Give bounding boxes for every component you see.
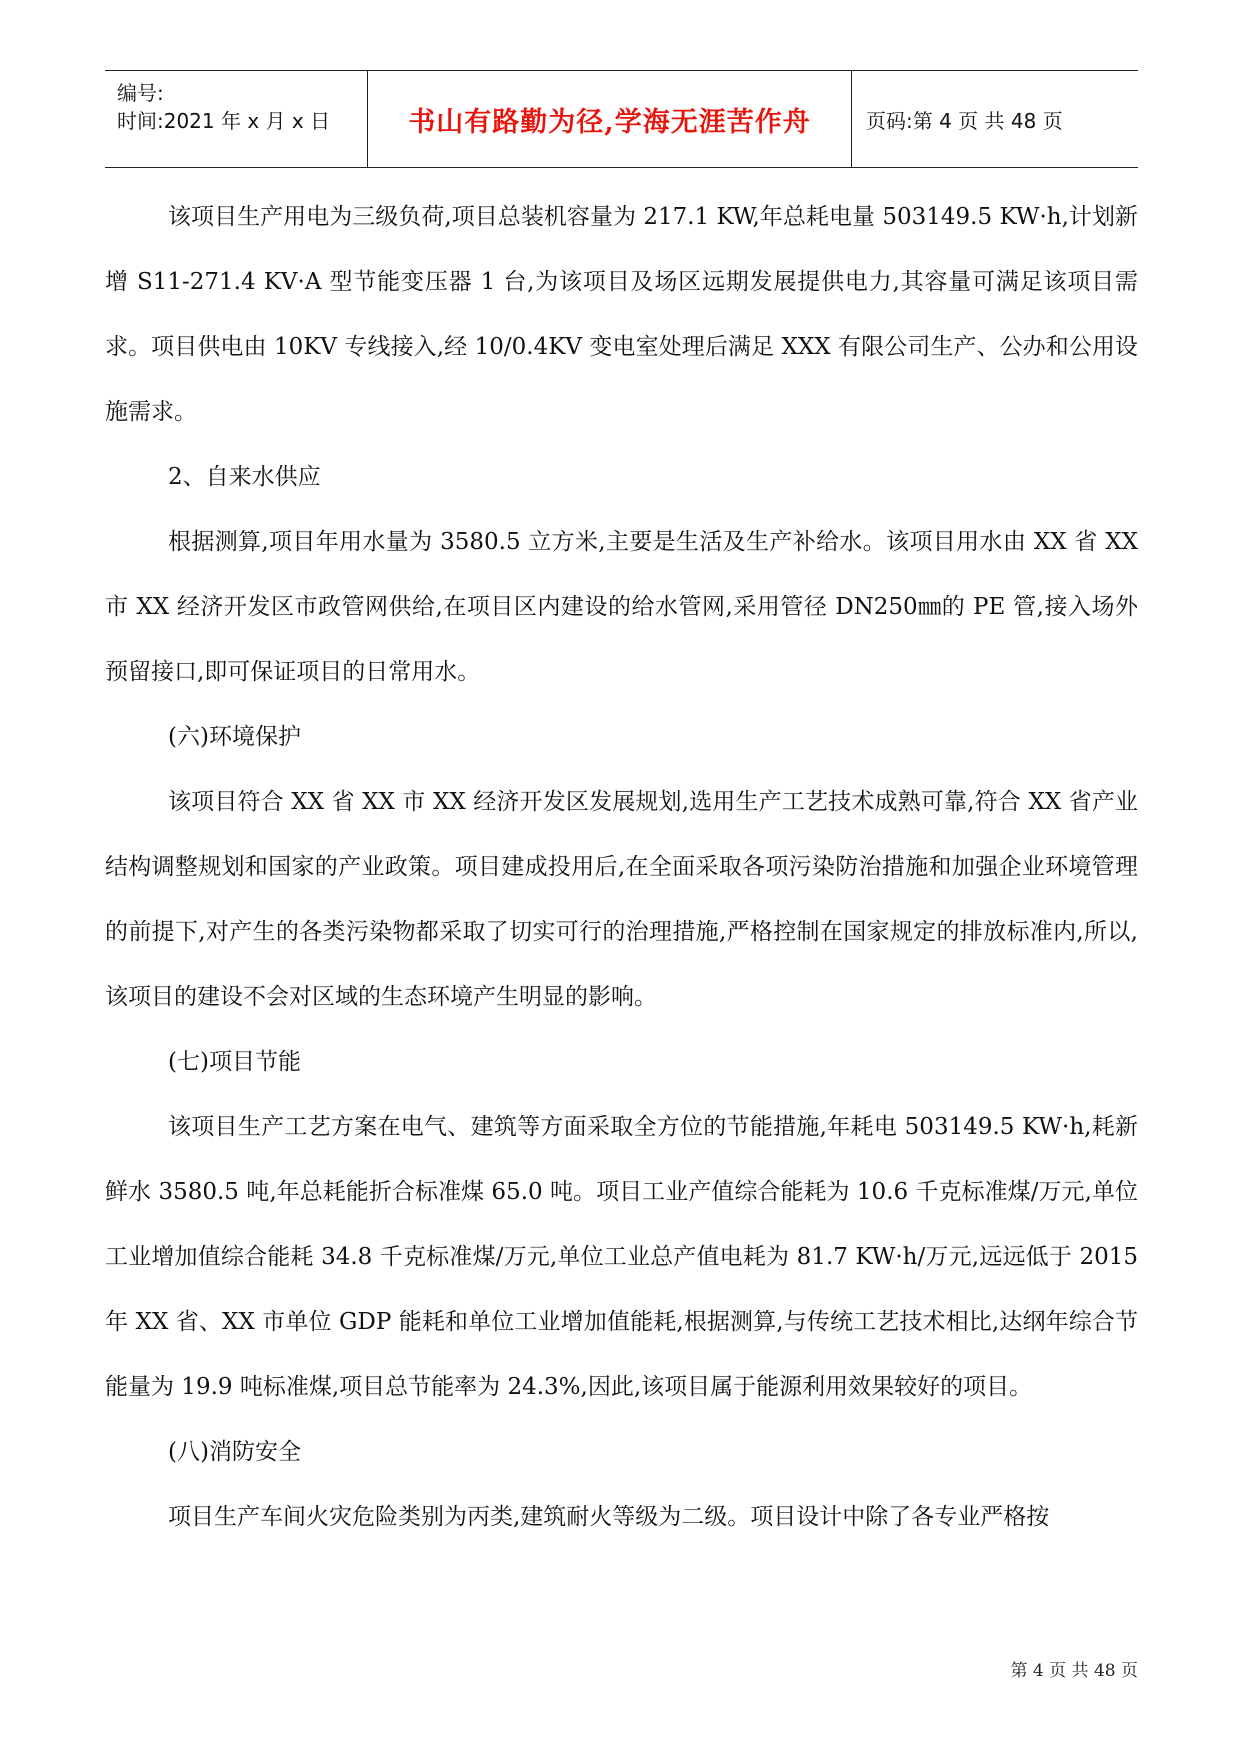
header-left-cell: [105, 71, 367, 167]
heading-energy-saving: (七)项目节能: [168, 1049, 301, 1075]
heading-environment-protection: (六)环境保护: [168, 724, 301, 750]
header-motto-cell: [367, 71, 852, 167]
header-page-info: 页码:第 4 页 共 48 页: [866, 108, 1063, 133]
paragraph-energy-saving: 该项目生产工艺方案在电气、建筑等方面采取全方位的节能措施,年耗电 503149.5 KW·h,耗新鲜水 3580.5 吨,年总耗能折合标准煤 65.0 吨。项目工业产值综合能耗为 10.6 千克标准煤/万元,单位工业增加值综合能耗 34.8 千克标准煤/万元,单位工业总产值电耗为 81.7 KW·h/万元,远远低于 2015 年 XX 省、XX 市单位 GDP 能耗和单位工业增加值能耗,根据测算,与传统工艺技术相比,达纲年综合节能量为 19.9 吨标准煤,项目总节能率为 24.3%,因此,该项目属于能源利用效果较好的项目。: [105, 1114, 1138, 1400]
paragraph-power-supply-text: 该项目生产用电为三级负荷,项目总装机容量为 217.1 KW,年总耗电量 503149.5 KW·h,计划新增 S11-271.4 KV·A 型节能变压器 1 台,为该项目及场区远期发展提供电力,其容量可满足该项目需求。项目供电由 10KV 专线接入,经 10/0.4KV 变电室处理后满足 XXX 有限公司生产、公办和公用设施需求。: [105, 204, 1138, 425]
paragraph-water-supply: 根据测算,项目年用水量为 3580.5 立方米,主要是生活及生产补给水。该项目用水由 XX 省 XX 市 XX 经济开发区市政管网供给,在项目区内建设的给水管网,采用管径 DN250㎜的 PE 管,接入场外预留接口,即可保证项目的日常用水。: [105, 529, 1138, 685]
header-motto: 书山有路勤为径,学海无涯苦作舟: [408, 106, 811, 138]
heading-water-supply: 2、自来水供应: [168, 464, 321, 490]
page-footer-number: 第 4 页 共 48 页: [1010, 1661, 1138, 1681]
document-body: [105, 185, 1138, 1550]
paragraph-environment-protection: 该项目符合 XX 省 XX 市 XX 经济开发区发展规划,选用生产工艺技术成熟可靠,符合 XX 省产业结构调整规划和国家的产业政策。项目建成投用后,在全面采取各项污染防治措施和加强企业环境管理的前提下,对产生的各类污染物都采取了切实可行的治理措施,严格控制在国家规定的排放标准内,所以,该项目的建设不会对区域的生态环境产生明显的影响。: [105, 789, 1138, 1010]
paragraph-power-supply: [105, 185, 1138, 445]
document-number-label: 编号:: [117, 81, 164, 105]
document-time-label: 时间:2021 年 x 月 x 日: [117, 109, 331, 133]
paragraph-fire-safety: 项目生产车间火灾危险类别为丙类,建筑耐火等级为二级。项目设计中除了各专业严格按: [168, 1504, 1050, 1530]
page-header: [105, 70, 1138, 168]
header-page-info-cell: [852, 71, 1138, 167]
heading-fire-safety: (八)消防安全: [168, 1439, 301, 1465]
